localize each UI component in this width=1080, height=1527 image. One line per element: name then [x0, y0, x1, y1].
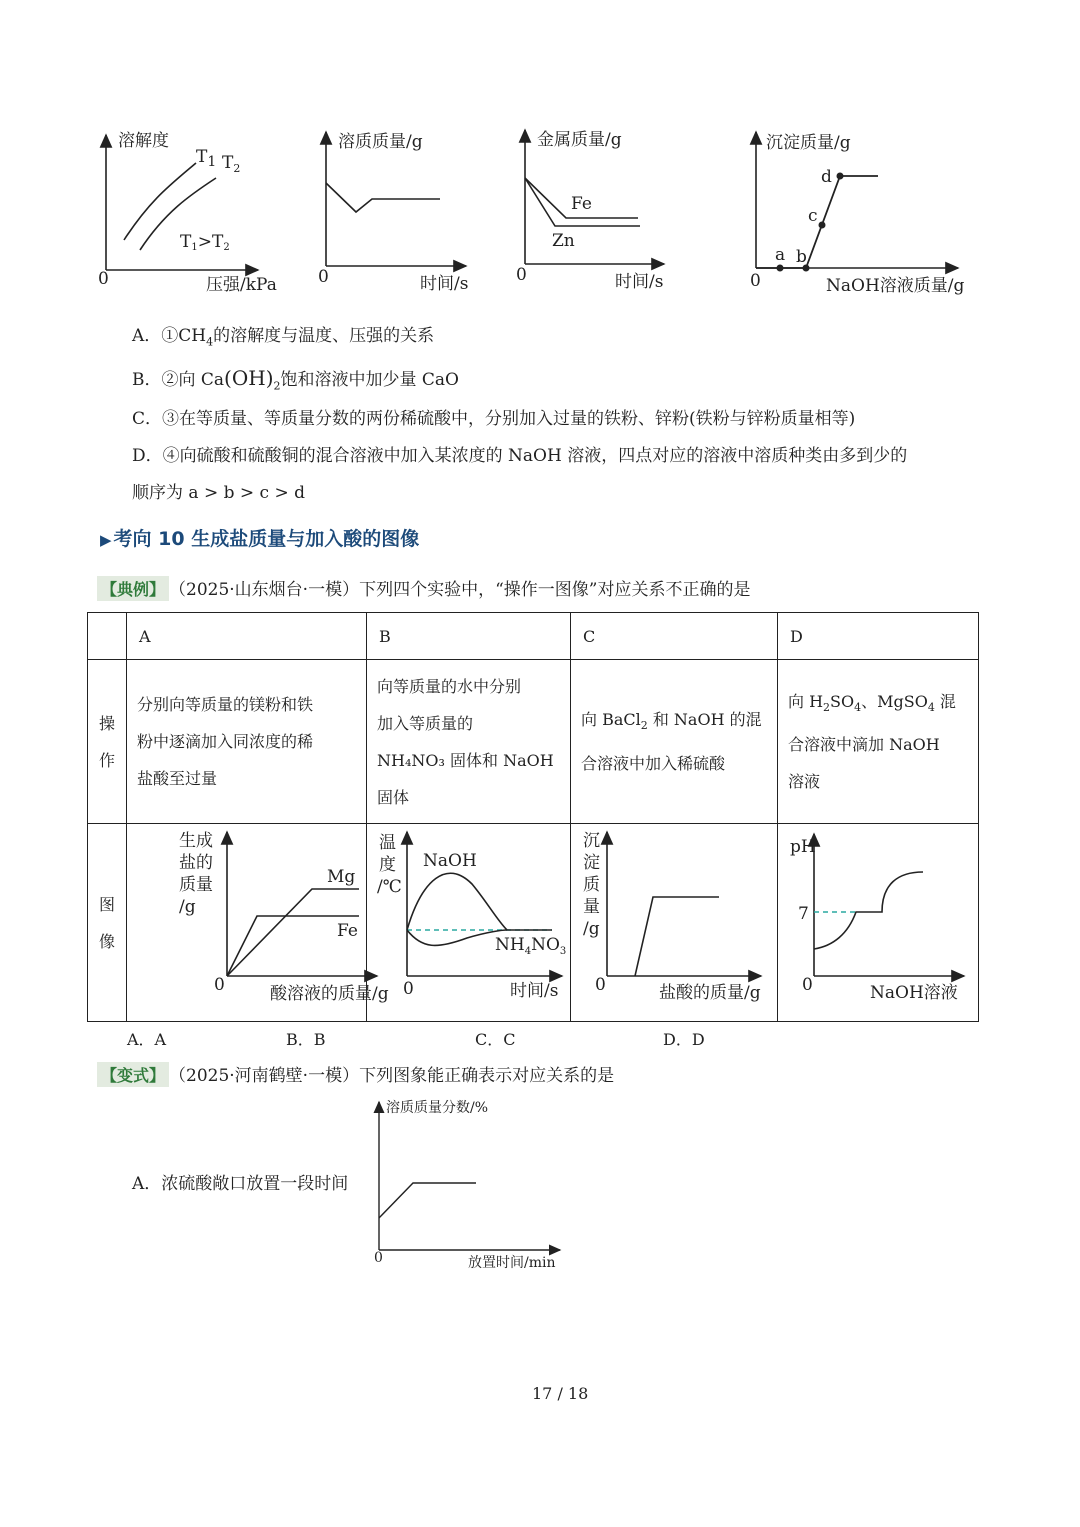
svg-text:0: 0 [403, 979, 414, 999]
svg-text:0: 0 [595, 975, 606, 995]
variant-a-curve [379, 1183, 476, 1218]
svg-text:Fe: Fe [337, 921, 358, 941]
graph-c-curve [635, 897, 719, 976]
option-d-line2: 顺序为 a > b > c > d [132, 483, 305, 503]
graph-b-nh4no3-curve [407, 930, 507, 945]
svg-text:7: 7 [798, 904, 809, 924]
figure-4-precipitate-mass [750, 132, 964, 296]
svg-text:质量: 质量 [179, 875, 213, 895]
example-question: 【典例】 （2025·山东烟台·一模）下列四个实验中，“操作一图像”对应关系不正确的是 [97, 575, 750, 601]
svg-text:0: 0 [98, 269, 109, 289]
answer-c: C．C [475, 1030, 516, 1049]
svg-text:时间/s: 时间/s [510, 981, 559, 1001]
figure-3-metal-mass [516, 130, 664, 292]
example-tag: 【典例】 [97, 576, 169, 601]
svg-text:Mg: Mg [327, 867, 356, 887]
svg-text:溶质质量分数/%: 溶质质量分数/% [386, 1100, 489, 1116]
svg-text:放置时间/min: 放置时间/min [468, 1255, 556, 1271]
graph-d-curve [814, 872, 923, 949]
variant-question: 【变式】 （2025·河南鹤壁·一模）下列图象能正确表示对应关系的是 [97, 1061, 614, 1087]
fig1-curve-t1 [124, 163, 196, 240]
option-b: B．②向 $Ca(OH)_2$饱和溶液中加少量 CaO [132, 366, 459, 393]
graph-b-naoh-curve [407, 873, 552, 930]
svg-text:/g: /g [179, 897, 196, 917]
section-title: ▶ 考向 10 生成盐质量与加入酸的图像 [100, 528, 420, 550]
svg-text:0: 0 [750, 271, 761, 291]
operation-c: 向 BaCl$_2$ 和 NaOH 的混 合溶液中加入稀硫酸 [571, 660, 778, 824]
svg-text:NaOH溶液: NaOH溶液 [870, 983, 958, 1003]
question-table [87, 612, 979, 1022]
svg-text:沉淀质量/g: 沉淀质量/g [766, 133, 851, 153]
svg-text:量: 量 [583, 897, 600, 917]
svg-text:Fe: Fe [571, 194, 592, 214]
svg-text:沉: 沉 [583, 831, 600, 851]
svg-text:0: 0 [516, 265, 527, 285]
svg-text:盐酸的质量/g: 盐酸的质量/g [659, 983, 761, 1003]
operation-d: 向 $H_2SO_4$、MgSO$_4$ 混 合溶液中滴加 NaOH 溶液 [778, 660, 979, 824]
row-label-graph: 图 像 [88, 824, 127, 1022]
svg-text:0: 0 [318, 267, 329, 287]
svg-text:溶质质量/g: 溶质质量/g [338, 132, 423, 152]
fig1-condition: T1>T2 [180, 232, 230, 253]
svg-text:NaOH: NaOH [423, 851, 477, 871]
svg-text:NH4NO3: $NH_4NO_3$ [495, 935, 567, 957]
operation-b: 向等质量的水中分别 加入等质量的 NH₄NO₃ 固体和 NaOH 固体 [367, 660, 571, 824]
svg-text:时间/s: 时间/s [420, 274, 469, 294]
fig2-curve [326, 183, 440, 212]
answer-b: B．B [286, 1030, 326, 1049]
operation-a: 分别向等质量的镁粉和铁 粉中逐滴加入同浓度的稀 盐酸至过量 [127, 660, 367, 824]
option-a: A．$①CH_4$的溶解度与温度、压强的关系 [132, 326, 435, 349]
svg-text:生成: 生成 [179, 831, 213, 851]
svg-text:/℃: /℃ [377, 877, 402, 897]
graph-c [571, 824, 778, 1022]
svg-text:T2: $T_2$ [222, 153, 241, 175]
graph-d [778, 824, 979, 1022]
graph-b [367, 824, 571, 1022]
variant-option-a: A．浓硫酸敞口放置一段时间 [132, 1174, 349, 1194]
svg-text:温: 温 [379, 833, 396, 853]
svg-text:度: 度 [379, 855, 396, 875]
col-header-b: B [367, 613, 571, 660]
top-figures [0, 100, 1080, 305]
svg-text:盐的: 盐的 [179, 853, 213, 873]
svg-text:/g: /g [583, 919, 600, 939]
svg-text:a: a [775, 245, 786, 265]
svg-text:pH: pH [790, 837, 816, 857]
svg-text:0: 0 [374, 1250, 383, 1266]
svg-text:b: b [796, 247, 807, 267]
svg-text:Zn: Zn [552, 231, 575, 251]
svg-text:c: c [808, 206, 818, 226]
svg-text:T1: $T_1$ [196, 147, 217, 170]
variant-tag: 【变式】 [97, 1062, 169, 1087]
variant-a-graph [360, 1090, 580, 1275]
option-d-line1: D．④向硫酸和硫酸铜的混合溶液中加入某浓度的 NaOH 溶液，四点对应的溶液中溶质种类由多到少的 [132, 446, 908, 466]
svg-text:淀: 淀 [583, 853, 600, 873]
fig1-ylabel: 溶解度 [118, 131, 169, 151]
svg-text:时间/s: 时间/s [615, 272, 664, 292]
figure-1-solubility [98, 131, 277, 295]
row-label-operation: 操 作 [88, 660, 127, 824]
answer-a: A．A [127, 1030, 167, 1049]
svg-text:d: d [821, 167, 832, 187]
fig1-xlabel: 压强/kPa [206, 275, 277, 295]
svg-text:酸溶液的质量/g: 酸溶液的质量/g [270, 984, 389, 1004]
point-a [777, 265, 784, 272]
graph-a [127, 824, 389, 1022]
svg-text:NaOH溶液质量/g: NaOH溶液质量/g [826, 276, 965, 296]
point-d [837, 173, 844, 180]
answer-d: D．D [663, 1030, 705, 1049]
svg-text:0: 0 [802, 975, 813, 995]
col-header-d: D [778, 613, 979, 660]
col-header-c: C [571, 613, 778, 660]
svg-text:0: 0 [214, 975, 225, 995]
col-header-a: A [127, 613, 367, 660]
page-number: 17 / 18 [532, 1384, 589, 1403]
figure-2-solute-mass [318, 132, 468, 294]
point-c [819, 222, 826, 229]
option-c: C．③在等质量、等质量分数的两份稀硫酸中，分别加入过量的铁粉、锌粉(铁粉与锌粉质量相等) [132, 409, 856, 429]
svg-text:质: 质 [583, 875, 600, 895]
svg-text:金属质量/g: 金属质量/g [537, 130, 622, 150]
